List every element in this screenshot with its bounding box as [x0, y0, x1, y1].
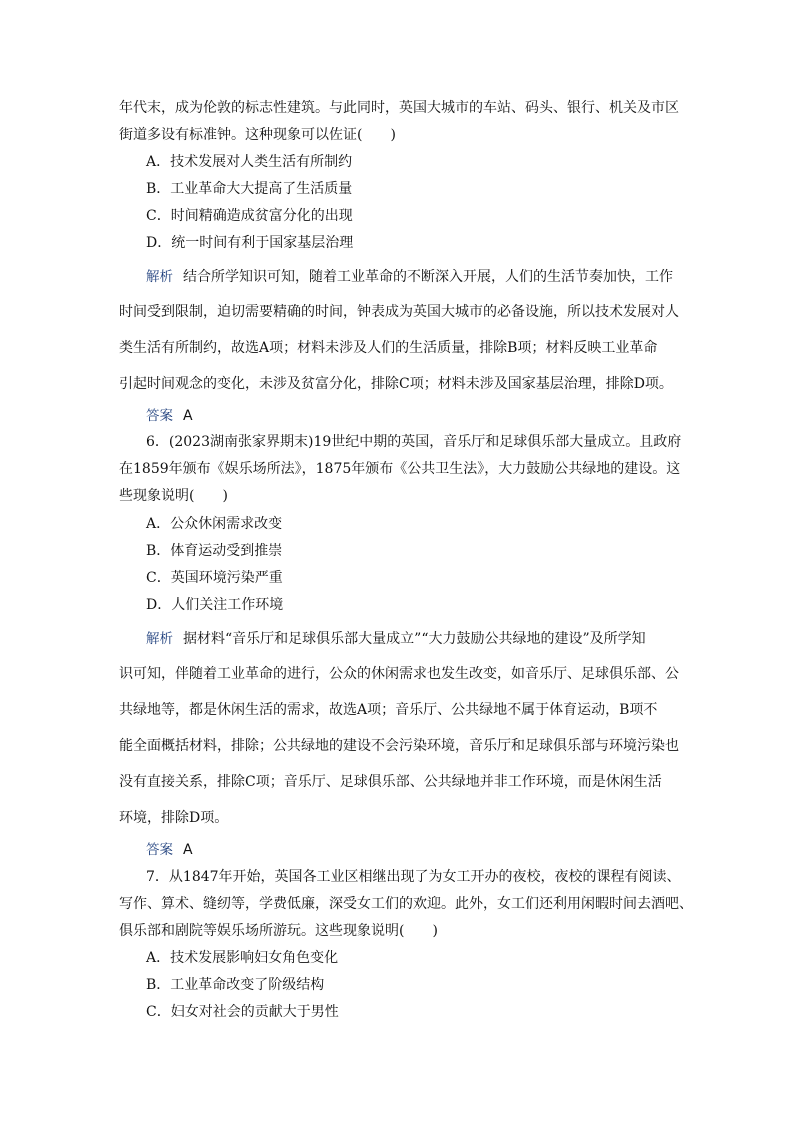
q5-analysis-line-4: 引起时间观念的变化，未涉及贫富分化，排除C项；材料未涉及国家基层治理，排除D项。	[119, 376, 673, 392]
q7-option-a: A．技术发展影响妇女角色变化	[146, 950, 339, 966]
q7-stem-line-1: 7．从1847年开始，英国各工业区相继出现了为女工开办的夜校，夜校的课程有阅读、	[146, 869, 681, 885]
q6-analysis-text-1: 据材料“音乐厅和足球俱乐部大量成立”“大力鼓励公共绿地的建设”及所学知	[183, 631, 646, 647]
q5-analysis-label: 解析	[146, 269, 173, 285]
q5-answer-label: 答案	[146, 408, 173, 424]
q6-answer	[146, 838, 193, 858]
q5-option-b: B．工业革命大大提高了生活质量	[146, 181, 353, 197]
q7-stem-line-3: 俱乐部和剧院等娱乐场所游玩。这些现象说明( )	[119, 923, 438, 939]
q5-analysis-line-3: 类生活有所制约，故选A项；材料未涉及人们的生活质量，排除B项；材料反映工业革命	[119, 340, 658, 356]
q6-option-b: B．体育运动受到推崇	[146, 543, 283, 559]
q7-option-b: B．工业革命改变了阶级结构	[146, 977, 325, 993]
q6-stem-line-2: 在1859年颁布《娱乐场所法》，1875年颁布《公共卫生法》，大力鼓励公共绿地的建设。这	[119, 461, 681, 477]
q6-answer-value: A	[183, 842, 193, 858]
q6-analysis-line-2: 识可知，伴随着工业革命的进行，公众的休闲需求也发生改变，如音乐厅、足球俱乐部、公	[119, 666, 679, 682]
q6-answer-label: 答案	[146, 842, 173, 858]
q5-analysis-text-1: 结合所学知识可知，随着工业革命的不断深入开展，人们的生活节奏加快，工作	[183, 269, 673, 285]
q5-stem-line-1: 年代末，成为伦敦的标志性建筑。与此同时，英国大城市的车站、码头、银行、机关及市区	[119, 100, 679, 116]
q6-analysis-line-6: 环境，排除D项。	[119, 810, 229, 826]
q5-option-c: C．时间精确造成贫富分化的出现	[146, 208, 353, 224]
q6-analysis-line-5: 没有直接关系，排除C项；音乐厅、足球俱乐部、公共绿地并非工作环境，而是休闲生活	[119, 774, 662, 790]
q6-analysis-line-1	[146, 627, 646, 648]
q6-option-c: C．英国环境污染严重	[146, 570, 283, 586]
q6-option-d: D．人们关注工作环境	[146, 597, 284, 613]
q6-stem-line-3: 些现象说明( )	[119, 488, 228, 504]
q7-option-c: C．妇女对社会的贡献大于男性	[146, 1004, 339, 1020]
q6-stem-line-1: 6．(2023湖南张家界期末)19世纪中期的英国，音乐厅和足球俱乐部大量成立。且政府	[146, 434, 682, 450]
q5-option-a: A．技术发展对人类生活有所制约	[146, 154, 353, 170]
q6-analysis-label: 解析	[146, 631, 173, 647]
q6-analysis-line-4: 能全面概括材料，排除；公共绿地的建设不会污染环境，音乐厅和足球俱乐部与环境污染也	[119, 738, 679, 754]
q5-analysis-line-1	[146, 265, 673, 286]
q5-analysis-line-2: 时间受到限制，迫切需要精确的时间，钟表成为英国大城市的必备设施，所以技术发展对人	[119, 304, 679, 320]
q6-analysis-line-3: 共绿地等，都是休闲生活的需求，故选A项；音乐厅、公共绿地不属于体育运动，B项不	[119, 702, 658, 718]
q5-answer-value: A	[183, 408, 193, 424]
q5-stem-line-2: 街道多设有标准钟。这种现象可以佐证( )	[119, 127, 396, 143]
q7-stem-line-2: 写作、算术、缝纫等，学费低廉，深受女工们的欢迎。此外，女工们还利用闲暇时间去酒吧、	[119, 896, 693, 912]
q6-option-a: A．公众休闲需求改变	[146, 516, 283, 532]
q5-answer	[146, 404, 193, 424]
q5-option-d: D．统一时间有利于国家基层治理	[146, 235, 354, 251]
